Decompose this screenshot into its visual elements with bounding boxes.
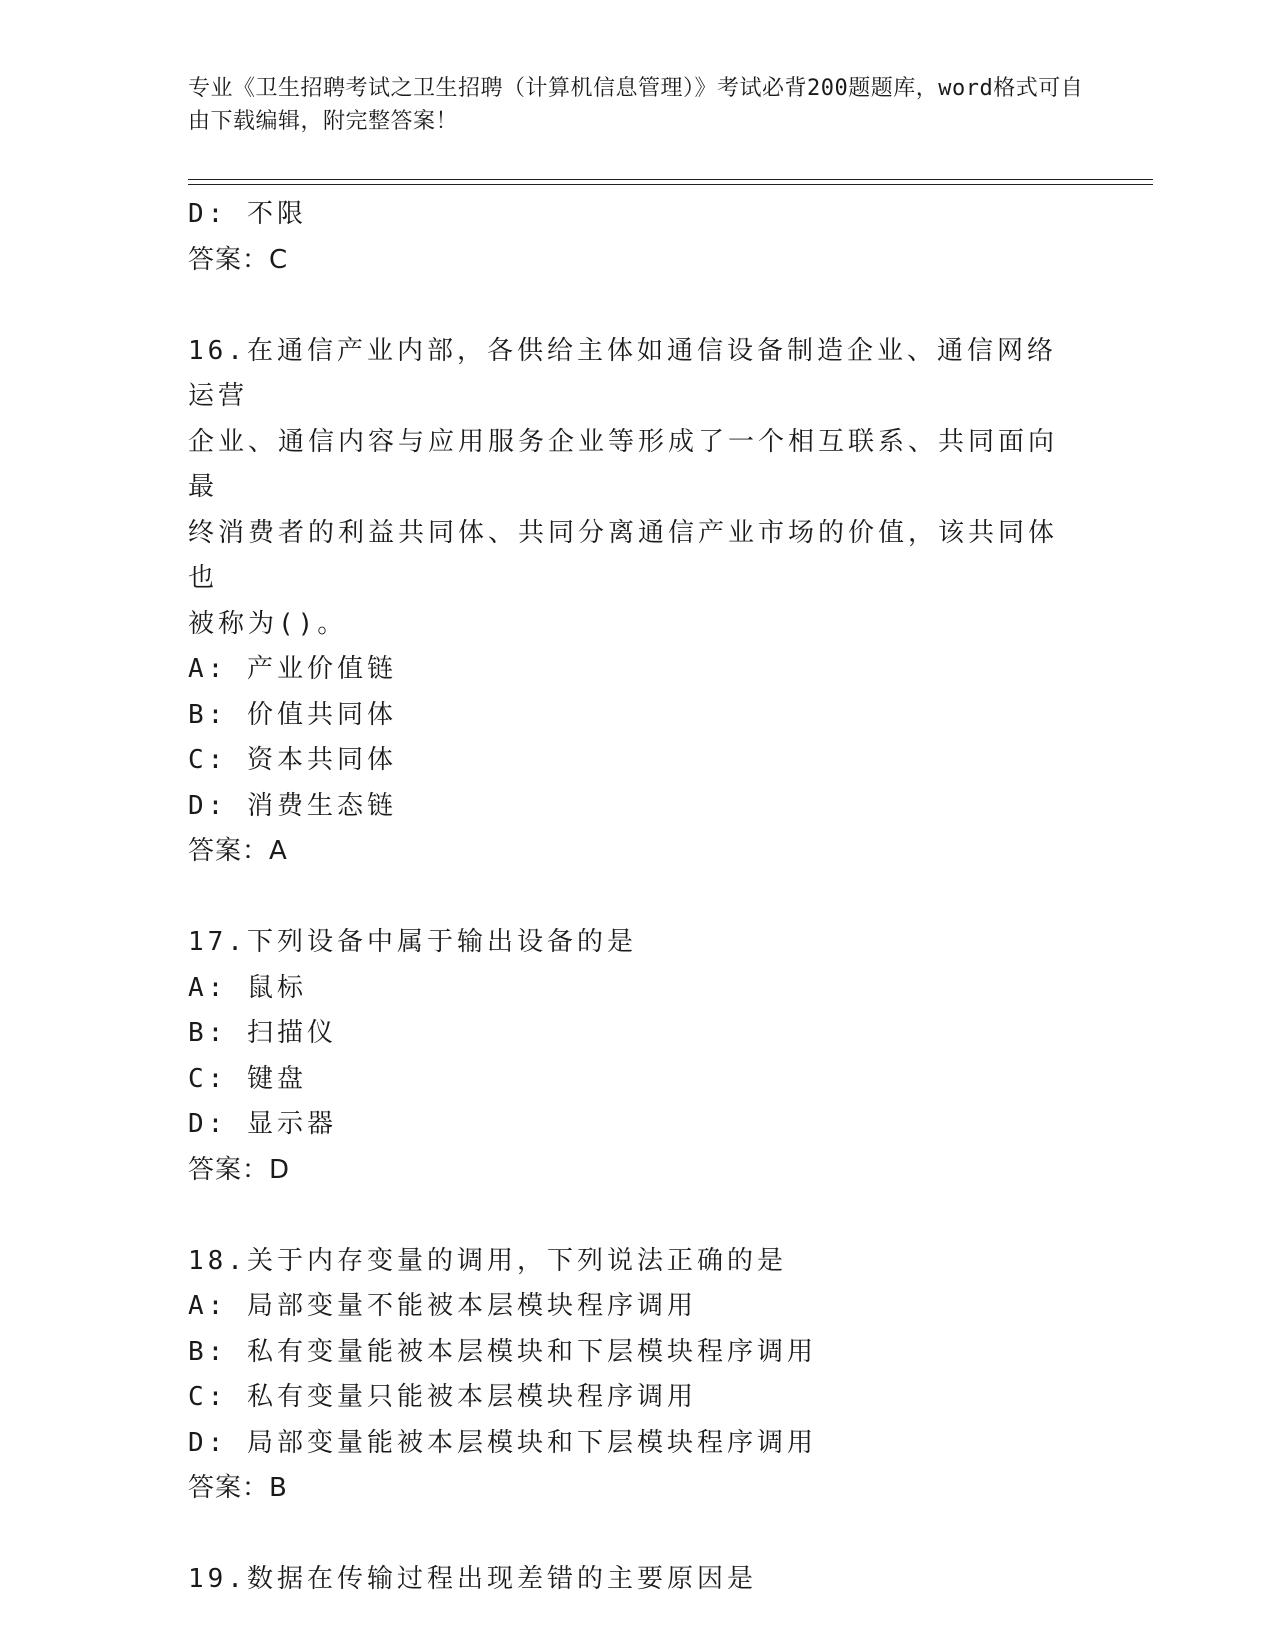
question-block-18: [188, 1239, 1068, 1512]
option-a: A: 鼠标: [188, 972, 307, 1003]
option-b: B: 价值共同体: [188, 699, 397, 730]
answer-line: 答案：D: [188, 1154, 291, 1185]
answer-line: 答案：A: [188, 836, 288, 866]
option-c: C: 资本共同体: [188, 745, 397, 775]
header-divider-top: [188, 179, 1153, 180]
option-a: A: 局部变量不能被本层模块程序调用: [188, 1291, 697, 1321]
option-c: C: 键盘: [188, 1063, 307, 1094]
header-divider-bottom: [188, 184, 1153, 185]
question-list: [188, 192, 1068, 1603]
document-header: 专业《卫生招聘考试之卫生招聘（计算机信息管理）》考试必背200题题库，word格式可自由下载编辑，附完整答案！: [188, 76, 1084, 134]
question-block-16: [188, 329, 1068, 875]
option-d: D: 消费生态链: [188, 790, 397, 821]
answer-line: 答案：C: [188, 244, 289, 275]
question-block-partial: [188, 192, 1068, 283]
option-d: D: 不限: [188, 199, 307, 229]
option-b: B: 私有变量能被本层模块和下层模块程序调用: [188, 1336, 817, 1367]
question-stem: 19.数据在传输过程出现差错的主要原因是: [188, 1564, 757, 1594]
question-block-19: [188, 1557, 1068, 1603]
option-d: D: 显示器: [188, 1109, 337, 1139]
question-stem: 16.在通信产业内部，各供给主体如通信设备制造企业、通信网络运营 企业、通信内容与应用服务企业等形成了一个相互联系、共同面向最 终消费者的利益共同体、共同分离通信产业市场的价值，该共同体也 被称为()。: [188, 335, 1059, 639]
answer-line: 答案：B: [188, 1473, 288, 1503]
question-stem: 18.关于内存变量的调用，下列说法正确的是: [188, 1245, 787, 1276]
option-b: B: 扫描仪: [188, 1018, 337, 1048]
option-a: A: 产业价值链: [188, 654, 397, 684]
question-stem: 17.下列设备中属于输出设备的是: [188, 927, 637, 957]
option-c: C: 私有变量只能被本层模块程序调用: [188, 1382, 697, 1412]
question-block-17: [188, 920, 1068, 1193]
option-d: D: 局部变量能被本层模块和下层模块程序调用: [188, 1427, 817, 1458]
